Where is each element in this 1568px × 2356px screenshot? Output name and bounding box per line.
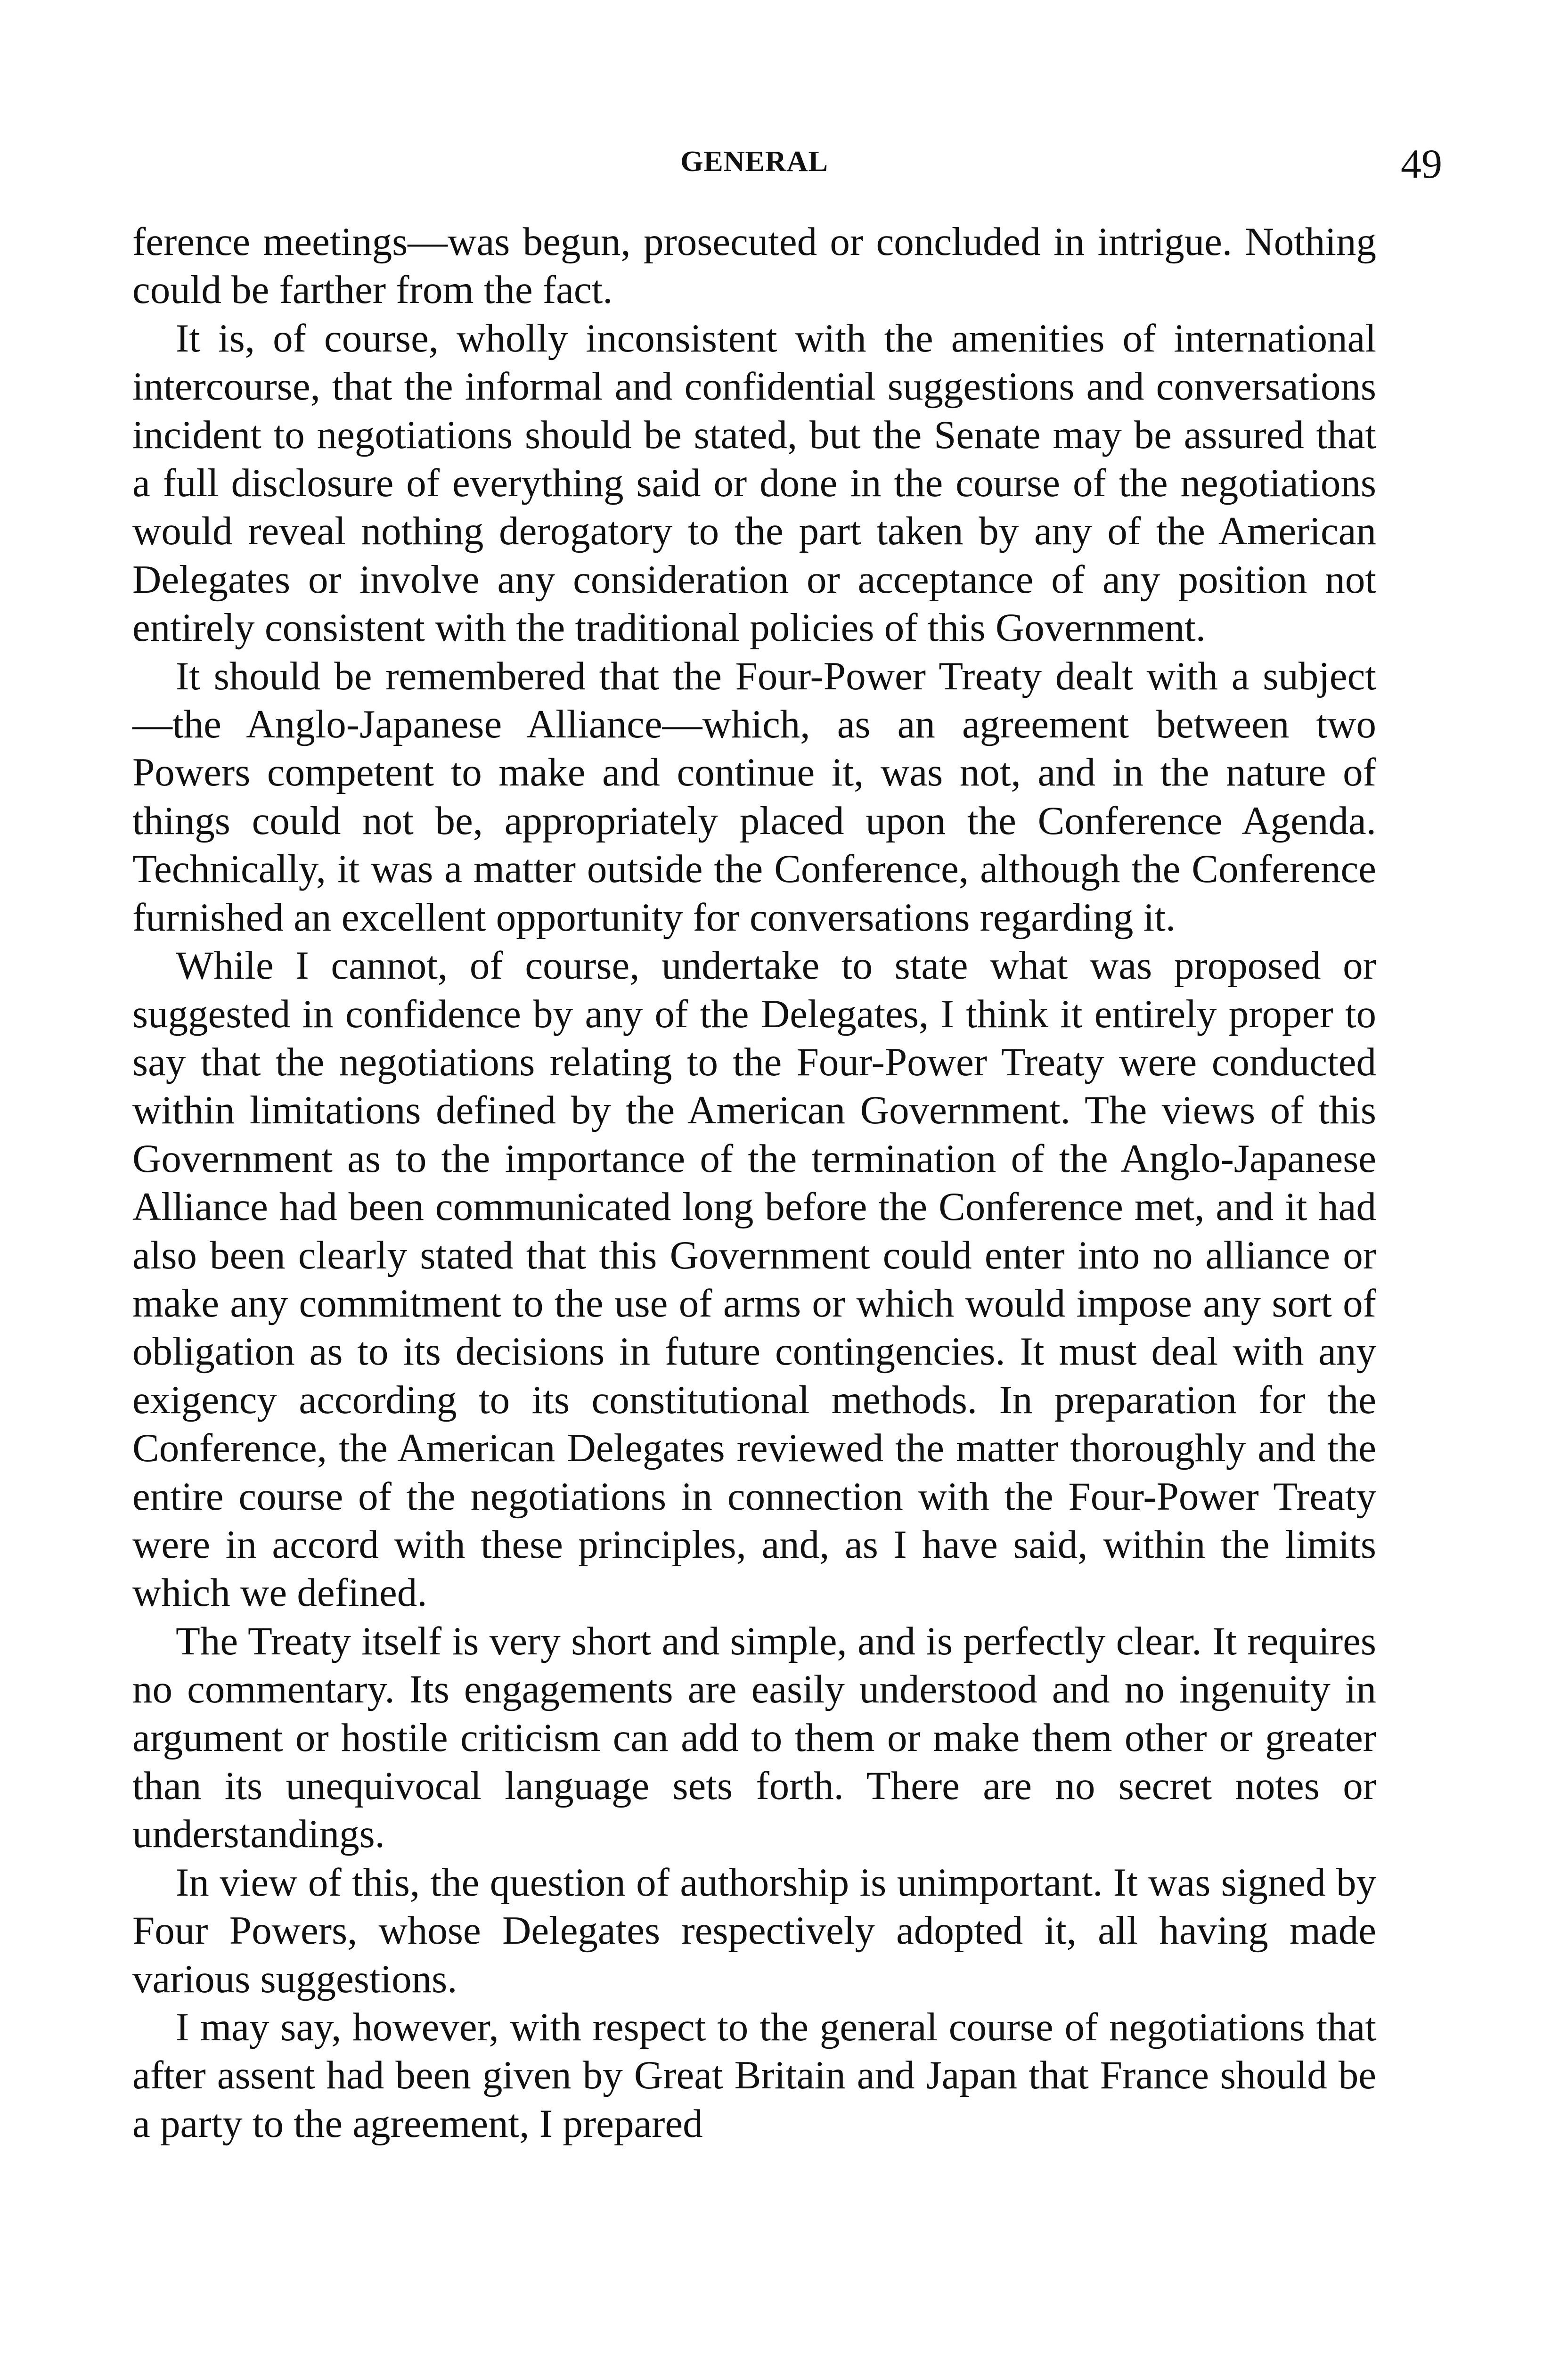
paragraph: I may say, however, with respect to the general course of negotiations that after assent had been given by Great Britain and Japan that France should be a party to the agreement, I prepared <box>132 2005 1376 2146</box>
paragraph: The Treaty itself is very short and simple, and is perfectly clear. It requires no commentary. Its engagements are easily understood and no ingenuity in argument or hostile criticism can add to them or make them other or greater than its unequivocal language sets forth. There are no secret notes or understandings. <box>132 1619 1376 1857</box>
paragraph-continued: ference meetings—was begun, prosecuted or concluded in intrigue. Nothing could be farther from the fact. <box>132 220 1376 312</box>
paragraph: While I cannot, of course, undertake to state what was proposed or suggested in confidence by any of the Delegates, I think it entirely proper to say that the negotiations relating to the Four-Power Treaty were conducted within limitations defined by the American Government. The views of this Government as to the importance of the termination of the Anglo-Japanese Alliance had been communicated long before the Conference met, and it had also been clearly stated that this Government could enter into no alliance or make any commitment to the use of arms or which would impose any sort of obligation as to its decisions in future contingencies. It must deal with any exigency according to its constitutional methods. In preparation for the Conference, the American Delegates reviewed the matter thoroughly and the entire course of the negotiations in connection with the Four-Power Treaty were in accord with these principles, and, as I have said, within the limits which we defined. <box>132 943 1376 1615</box>
header-title: GENERAL <box>680 146 828 178</box>
running-head <box>132 140 1442 187</box>
page-number: 49 <box>1401 141 1442 187</box>
body-text <box>132 218 1376 2148</box>
paragraph: It should be remembered that the Four-Power Treaty dealt with a subject—the Anglo-Japanese Alliance—which, as an agreement between two Powers competent to make and continue it, was not, and in the nature of things could not be, appropriately placed upon the Conference Agenda. Technically, it was a matter outside the Conference, although the Conference furnished an excellent opportunity for conversations regarding it. <box>132 654 1376 940</box>
paragraph: In view of this, the question of authorship is unimportant. It was signed by Four Powers, whose Delegates respectively adopted it, all having made various suggestions. <box>132 1860 1376 2001</box>
paragraph: It is, of course, wholly inconsistent with the amenities of international intercourse, that the informal and confidential suggestions and conversations incident to negotiations should be stated, but the Senate may be assured that a full disclosure of everything said or done in the course of the negotiations would reveal nothing derogatory to the part taken by any of the American Delegates or involve any consideration or acceptance of any position not entirely consistent with the traditional policies of this Government. <box>132 316 1376 650</box>
